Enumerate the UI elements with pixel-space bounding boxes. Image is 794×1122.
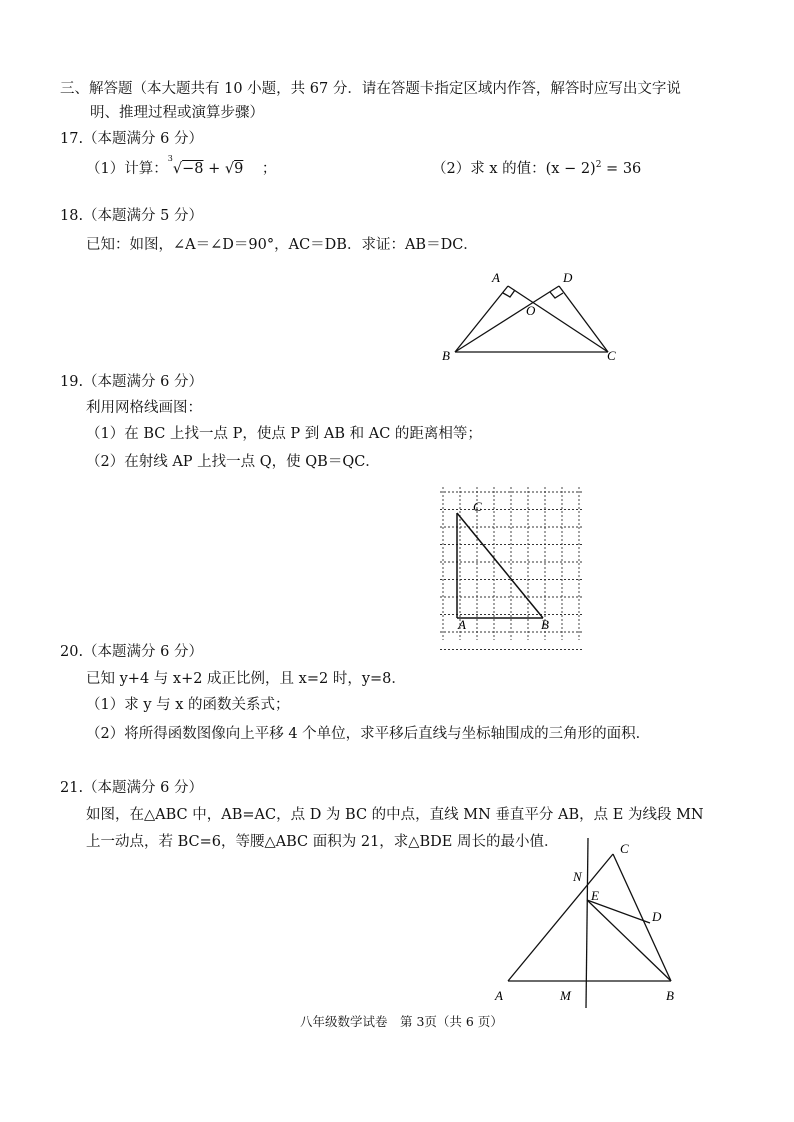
label-c: C [620,841,629,856]
q21-line1: 如图，在△ABC 中，AB=AC，点 D 为 BC 的中点，直线 MN 垂直平分 AB，点 E 为线段 MN [86,807,704,823]
q20-part1: （1）求 y 与 x 的函数关系式； [86,697,290,713]
q17-plus: + [208,160,221,177]
q18-text: 已知：如图，∠A＝∠D＝90°，AC＝DB．求证：AB＝DC． [86,237,478,253]
q17-part2-expr: (x − 2) [545,160,596,177]
q17-part2-exp: 2 [595,160,602,170]
q21-heading: 21.（本题满分 6 分） [60,780,204,796]
q20-part2: （2）将所得函数图像向上平移 4 个单位，求平移后直线与坐标轴围成的三角形的面积． [86,726,651,742]
q20-text: 已知 y+4 与 x+2 成正比例，且 x=2 时，y=8． [86,671,406,687]
label-d: D [652,909,662,924]
section-header-line2: 明、推理过程或演算步骤） [90,105,264,121]
q17-radicand1: −8 [182,160,204,177]
segment-ba [455,286,508,352]
q19-grid-figure [440,487,586,641]
label-a: A [458,617,466,632]
label-o: O [526,303,536,318]
radical-sign: √ [172,160,183,177]
label-c: C [473,499,482,514]
label-c: C [607,348,616,363]
segment-cb [457,513,543,618]
q17-part1-prefix: （1）计算： [86,160,168,177]
segment-ed [587,900,650,923]
q17-heading: 17.（本题满分 6 分） [60,131,204,147]
q17-part2-prefix: （2）求 x 的值： [432,160,546,177]
label-b: B [442,348,450,363]
q17-part2-rhs: = 36 [601,160,642,177]
segment-dc [559,286,608,352]
label-m: M [560,988,571,1003]
label-a: A [492,270,500,285]
q17-radicand2: 9 [234,160,244,177]
label-b: B [666,988,674,1003]
label-b: B [541,617,549,632]
q18-figure [440,268,630,368]
label-e: E [591,888,599,903]
line-mn [586,838,588,1008]
right-angle-mark-d [550,292,563,298]
q18-heading: 18.（本题满分 5 分） [60,208,204,224]
segment-ac [508,854,613,981]
segment-bc [613,854,671,981]
q17-part2 [432,156,641,178]
q21-line2: 上一动点，若 BC=6，等腰△ABC 面积为 21，求△BDE 周长的最小值． [86,834,559,850]
q17-cube-root-index: 3 [167,154,173,163]
right-angle-mark-a [503,290,515,297]
page-footer: 八年级数学试卷 第 3页（共 6 页） [300,1014,503,1029]
q20-heading: 20.（本题满分 6 分） [60,644,204,660]
label-d: D [563,270,573,285]
q19-part2: （2）在射线 AP 上找一点 Q，使 QB＝QC． [86,454,380,470]
label-n: N [573,869,582,884]
q19-part1: （1）在 BC 上找一点 P，使点 P 到 AB 和 AC 的距离相等； [86,426,482,442]
radical-sign: √ [224,160,235,177]
q17-part1-end: ； [261,160,277,177]
label-a: A [495,988,503,1003]
section-header-line1: 三、解答题（本大题共有 10 小题，共 67 分．请在答题卡指定区域内作答，解答时应写出文字说 [60,81,681,97]
q19-heading: 19.（本题满分 6 分） [60,374,204,390]
q17-part1 [86,156,276,178]
q19-intro: 利用网格线画图： [86,400,202,416]
q21-figure [490,838,690,1008]
